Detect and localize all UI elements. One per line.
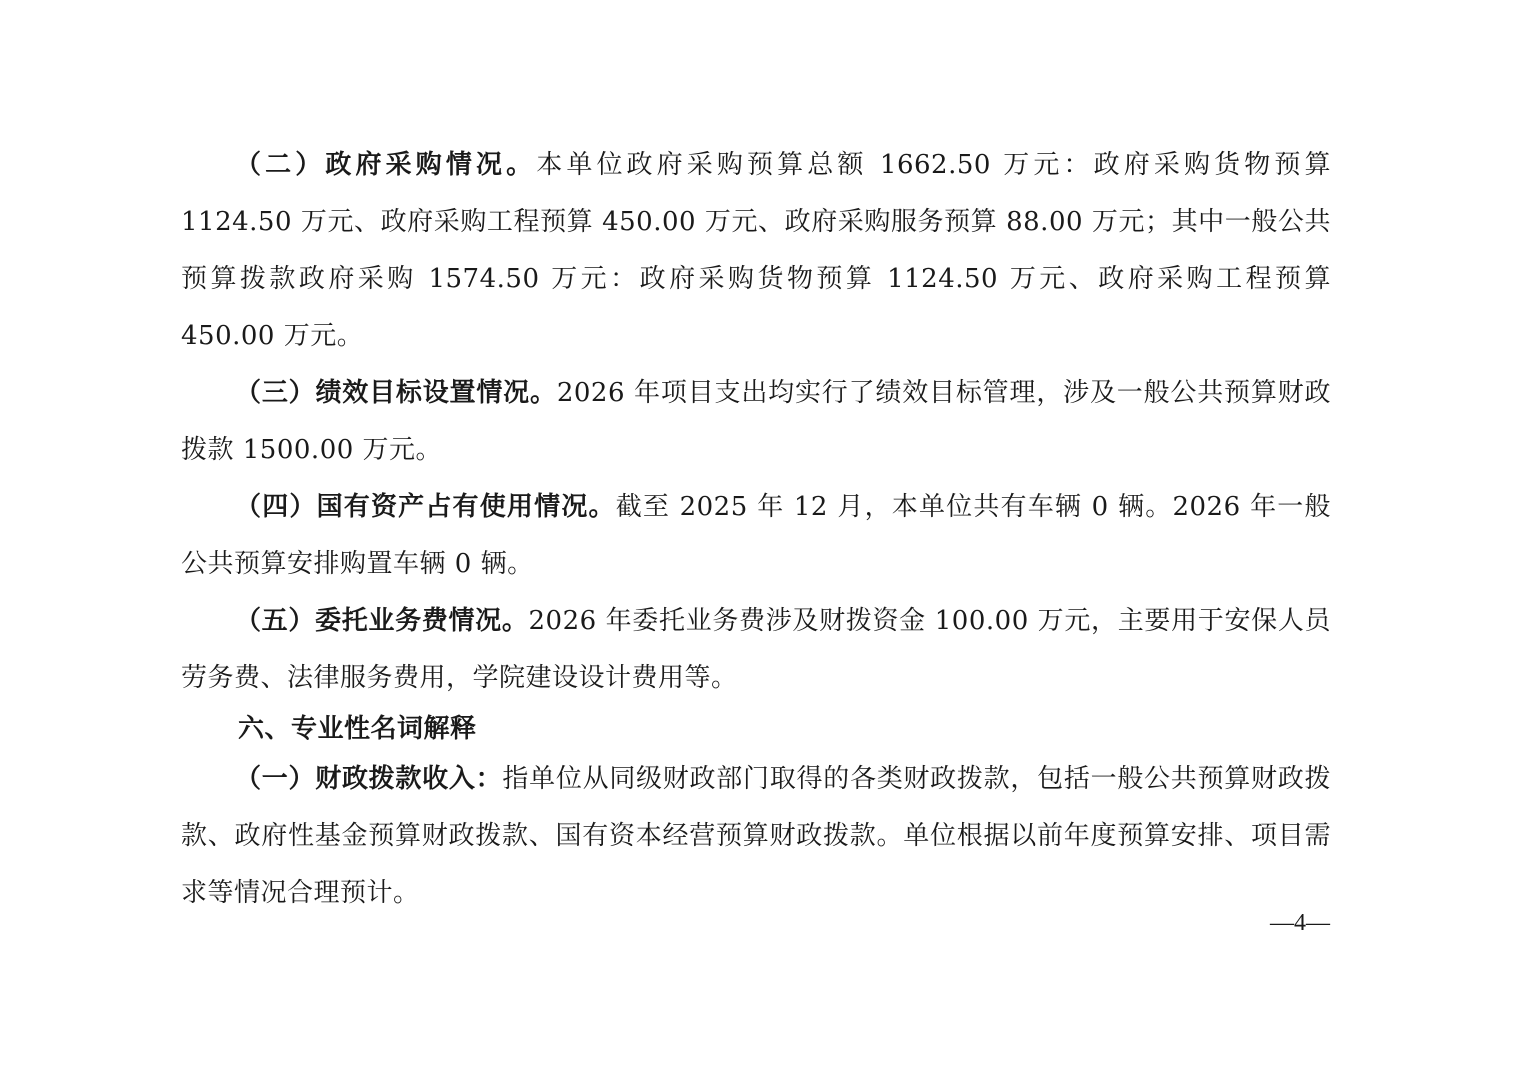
paragraph-lead: （一）财政拨款收入： [235,764,503,794]
paragraph-text: 指单位从同级财政部门取得的各类财政拨款，包括一般公共预算财政拨款、政府性基金预算财政拨款、国有资本经营预算财政拨款。单位根据以前年度预算安排、项目需求等情况合理预计。 [181,764,1331,908]
paragraph-lead: （四）国有资产占有使用情况。 [235,492,616,522]
paragraph-text: 2026 年项目支出均实行了绩效目标管理，涉及一般公共预算财政拨款 1500.00 万元。 [181,378,1331,465]
paragraph-text: 本单位政府采购预算总额 1662.50 万元：政府采购货物预算 1124.50 万元、政府采购工程预算 450.00 万元、政府采购服务预算 88.00 万元；其中一般公共预算拨款政府采购 1574.50 万元：政府采购货物预算 1124.50 万元、政府采购工程预算 450.00 万元。 [181,150,1331,351]
paragraph-commissioned-business [181,593,1331,707]
page-number: —4— [1270,910,1330,936]
paragraph-government-procurement [181,137,1331,365]
paragraph-state-assets [181,479,1331,593]
paragraph-lead: （二）政府采购情况。 [235,150,537,180]
section-heading: 六、专业性名词解释 [238,714,477,744]
document-body [181,137,1331,922]
paragraph-text: 2026 年委托业务费涉及财拨资金 100.00 万元，主要用于安保人员劳务费、法律服务费用，学院建设设计费用等。 [181,606,1331,693]
paragraph-fiscal-appropriation-definition [181,751,1331,922]
paragraph-text: 截至 2025 年 12 月，本单位共有车辆 0 辆。2026 年一般公共预算安排购置车辆 0 辆。 [181,492,1331,579]
paragraph-lead: （五）委托业务费情况。 [235,606,529,636]
paragraph-performance-goals [181,365,1331,479]
paragraph-lead: （三）绩效目标设置情况。 [235,378,557,408]
